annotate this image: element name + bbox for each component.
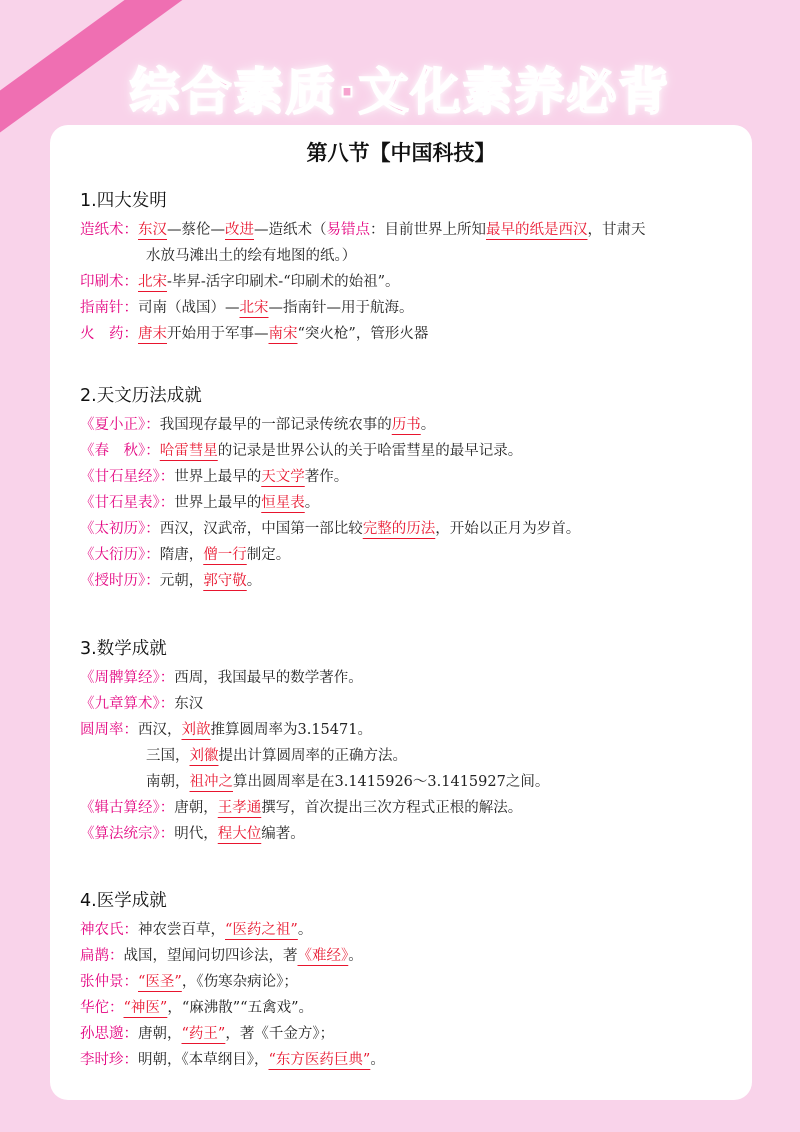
highlighted-term: 程大位 bbox=[217, 826, 262, 842]
entry-text: 唐朝， bbox=[174, 800, 218, 816]
entry-line bbox=[80, 798, 732, 824]
entry-text: 明朝，《本草纲目》， bbox=[138, 1052, 269, 1068]
section-astronomy bbox=[80, 382, 732, 597]
entry-label: 《太初历》： bbox=[80, 521, 160, 537]
entry-label: 造纸术： bbox=[80, 222, 138, 238]
section-medicine bbox=[80, 887, 732, 1076]
entry-text: 唐朝， bbox=[138, 1026, 182, 1042]
highlighted-term: 王孝通 bbox=[217, 800, 262, 816]
entry-text: 。 bbox=[370, 1052, 385, 1068]
entry-line bbox=[80, 272, 732, 298]
entry-line bbox=[80, 694, 732, 720]
entry-text: 开始用于军事— bbox=[167, 326, 269, 342]
entry-text: 提出计算圆周率的正确方法。 bbox=[218, 748, 407, 764]
entry-text: 西汉， bbox=[138, 722, 182, 738]
entry-text: 。 bbox=[304, 495, 320, 511]
entry-text: 我国现存最早的一部记录传统农事的 bbox=[159, 417, 392, 433]
entry-text: 。 bbox=[297, 922, 313, 938]
entry-line bbox=[80, 946, 732, 972]
entry-line bbox=[80, 493, 732, 519]
entry-text: -毕昇-活字印刷术-“印刷术的始祖”。 bbox=[167, 274, 400, 290]
highlighted-term: 祖冲之 bbox=[189, 774, 233, 790]
entry-label: 张仲景： bbox=[80, 974, 138, 990]
entry-text: 算出圆周率是在3.1415926～3.1415927之间。 bbox=[233, 774, 550, 790]
highlighted-term: 南宋 bbox=[268, 326, 298, 342]
entry-text: 西汉，汉武帝，中国第一部比较 bbox=[159, 521, 363, 537]
entry-line bbox=[80, 324, 732, 350]
entry-text: —造纸术（ bbox=[254, 222, 327, 238]
highlighted-term: 改进 bbox=[225, 222, 254, 238]
entry-label: 《甘石星表》： bbox=[80, 495, 175, 511]
entry-line bbox=[80, 298, 732, 324]
entry-text: 南朝， bbox=[146, 774, 190, 790]
entry-label: 《九章算术》： bbox=[80, 696, 175, 712]
entry-text: 编著。 bbox=[261, 826, 305, 842]
entry-line bbox=[80, 246, 732, 272]
entry-text: 神农尝百草， bbox=[138, 922, 225, 938]
entry-line bbox=[80, 467, 732, 493]
entry-label: 《夏小正》： bbox=[80, 417, 160, 433]
entry-label: 圆周率： bbox=[80, 722, 138, 738]
content-card bbox=[50, 125, 752, 1100]
entry-text: ：目前世界上所知 bbox=[370, 222, 486, 238]
section-mathematics bbox=[80, 635, 732, 850]
entry-label: 孙思邈： bbox=[80, 1026, 138, 1042]
entry-text: ，开始以正月为岁首。 bbox=[435, 521, 581, 537]
entry-text: ，“麻沸散”“五禽戏”。 bbox=[167, 1000, 313, 1016]
entry-line bbox=[80, 545, 732, 571]
entry-label: 华佗： bbox=[80, 1000, 124, 1016]
entry-text: —指南针—用于航海。 bbox=[268, 300, 414, 316]
highlighted-term: 僧一行 bbox=[203, 547, 247, 563]
entry-line bbox=[80, 746, 732, 772]
highlighted-term: 东汉 bbox=[138, 222, 167, 238]
entry-text: ，著《千金方》； bbox=[225, 1026, 335, 1042]
section-heading: 2.天文历法成就 bbox=[80, 386, 202, 406]
entry-line bbox=[80, 772, 732, 798]
section-heading: 4.医学成就 bbox=[80, 891, 167, 911]
entry-line bbox=[80, 972, 732, 998]
highlighted-term: 郭守敬 bbox=[203, 573, 247, 589]
highlighted-term: 最早的纸是西汉 bbox=[486, 222, 588, 238]
entry-text: 水放马滩出土的绘有地图的纸。） bbox=[146, 248, 357, 264]
entry-line bbox=[80, 1050, 732, 1076]
entry-line bbox=[80, 920, 732, 946]
entry-line bbox=[80, 571, 732, 597]
entry-text: 。 bbox=[246, 573, 262, 589]
entry-text: 撰写，首次提出三次方程式正根的解法。 bbox=[261, 800, 523, 816]
entry-text: 三国， bbox=[146, 748, 190, 764]
entry-label: 《甘石星经》： bbox=[80, 469, 175, 485]
highlighted-term: “神医” bbox=[123, 1000, 168, 1016]
entry-text: 推算圆周率为3.15471。 bbox=[210, 722, 372, 738]
highlighted-term: 刘歆 bbox=[181, 722, 211, 738]
highlighted-term: “医药之祖” bbox=[225, 922, 298, 938]
entry-text: 著作。 bbox=[304, 469, 349, 485]
entry-text: 。 bbox=[420, 417, 436, 433]
entry-label: 《辑古算经》： bbox=[80, 800, 175, 816]
entry-text: 制定。 bbox=[246, 547, 291, 563]
highlighted-term: “东方医药巨典” bbox=[268, 1052, 371, 1068]
entry-text: 世界上最早的 bbox=[174, 495, 262, 511]
highlighted-term: 恒星表 bbox=[261, 495, 305, 511]
entry-text: 司南（战国）— bbox=[138, 300, 240, 316]
entry-line bbox=[80, 441, 732, 467]
entry-text: 。 bbox=[348, 948, 363, 964]
entry-text: 元朝， bbox=[159, 573, 204, 589]
entry-line bbox=[80, 720, 732, 746]
section-four-inventions bbox=[80, 187, 732, 350]
entry-line bbox=[80, 220, 732, 246]
entry-line bbox=[80, 668, 732, 694]
entry-text: “突火枪”，管形火器 bbox=[297, 326, 429, 342]
highlighted-term: “药王” bbox=[181, 1026, 226, 1042]
entry-text: 明代， bbox=[174, 826, 218, 842]
entry-label: 扁鹊： bbox=[80, 948, 124, 964]
card-title: 第八节【中国科技】 bbox=[306, 141, 496, 165]
highlighted-term: 天文学 bbox=[261, 469, 305, 485]
entry-text: ，《伤寒杂病论》； bbox=[181, 974, 298, 990]
entry-line bbox=[80, 1024, 732, 1050]
entry-label: 《大衍历》： bbox=[80, 547, 160, 563]
highlighted-term: 哈雷彗星 bbox=[159, 443, 218, 459]
banner-title: 综合素质·文化素养必背 bbox=[129, 63, 671, 121]
entry-text: ，甘肃天 bbox=[587, 222, 646, 238]
highlighted-term: 《难经》 bbox=[297, 948, 349, 964]
entry-label: 《算法统宗》： bbox=[80, 826, 175, 842]
highlighted-term: 唐末 bbox=[138, 326, 167, 342]
section-heading: 3.数学成就 bbox=[80, 639, 167, 659]
highlighted-term: “医圣” bbox=[138, 974, 182, 990]
entry-label: 《周髀算经》： bbox=[80, 670, 175, 686]
highlighted-term: 北宋 bbox=[239, 300, 269, 316]
entry-line bbox=[80, 519, 732, 545]
entry-line bbox=[80, 824, 732, 850]
entry-label: 火 药： bbox=[80, 326, 138, 342]
entry-label: 指南针： bbox=[80, 300, 138, 316]
entry-label: 印刷术： bbox=[80, 274, 138, 290]
section-heading: 1.四大发明 bbox=[80, 191, 167, 211]
entry-text: 的记录是世界公认的关于哈雷彗星的最早记录。 bbox=[217, 443, 523, 459]
highlighted-term: 刘徽 bbox=[189, 748, 219, 764]
entry-text: 易错点 bbox=[326, 222, 370, 238]
entry-label: 《授时历》： bbox=[80, 573, 160, 589]
entry-text: 西周，我国最早的数学著作。 bbox=[174, 670, 363, 686]
entry-label: 神农氏： bbox=[80, 922, 138, 938]
highlighted-term: 完整的历法 bbox=[362, 521, 436, 537]
entry-text: —蔡伦— bbox=[167, 222, 225, 238]
entry-text: 世界上最早的 bbox=[174, 469, 262, 485]
entry-line bbox=[80, 998, 732, 1024]
entry-text: 东汉 bbox=[174, 696, 204, 712]
highlighted-term: 历书 bbox=[391, 417, 421, 433]
entry-text: 隋唐， bbox=[159, 547, 204, 563]
entry-line bbox=[80, 415, 732, 441]
entry-label: 《春 秋》： bbox=[80, 443, 160, 459]
highlighted-term: 北宋 bbox=[138, 274, 167, 290]
entry-text: 战国，望闻问切四诊法，著 bbox=[123, 948, 298, 964]
entry-label: 李时珍： bbox=[80, 1052, 138, 1068]
